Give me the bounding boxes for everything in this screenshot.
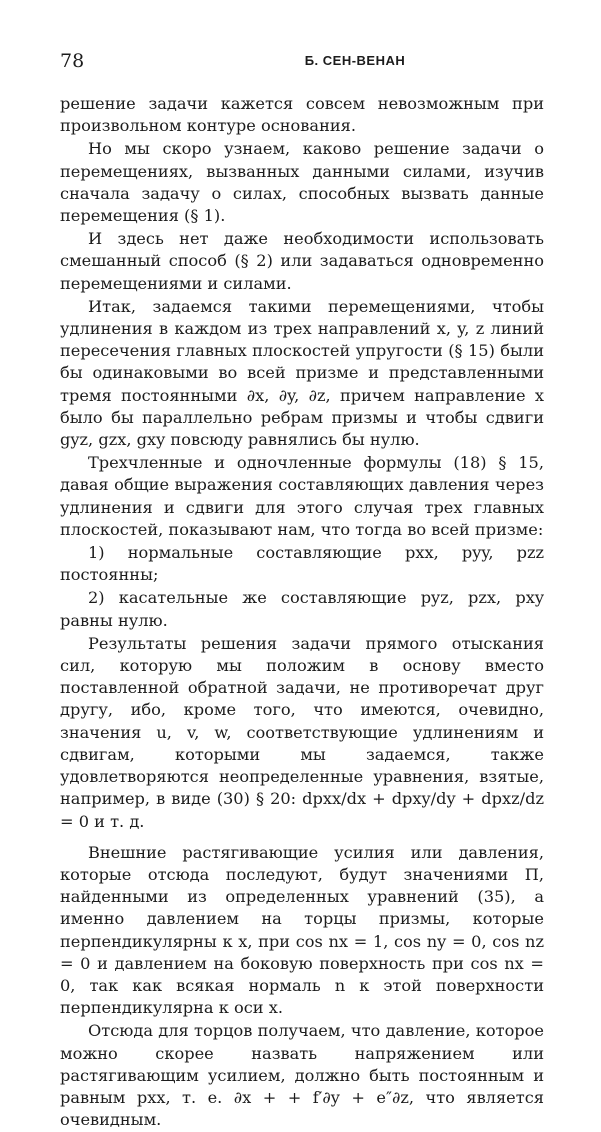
paragraph-1: решение задачи кажется совсем невозможным при произвольном контуре основания. <box>60 94 544 136</box>
paragraph-10: Отсюда для торцов получаем, что давление, которое можно скорее назвать напряжением или растягивающим усилием, должно быть постоянным и равным pxx, т. е. ∂x + + f′∂y + e″∂z, что является очевидным. <box>60 1021 544 1130</box>
page-header <box>60 50 548 74</box>
paragraph-5: Трехчленные и одночленные формулы (18) § 15, давая общие выражения составляющих давления через удлинения и сдвиги для этого случая трех главных плоскостей, показывают нам, что тогда во всей призме: <box>60 453 544 539</box>
paragraph-4: Итак, задаемся такими перемещениями, чтобы удлинения в каждом из трех направлений x, y, z линий пересечения главных плоскостей упругости (§ 15) были бы одинаковыми во всей призме и представленными тремя постоянными ∂x, ∂y, ∂z, причем направление x было бы параллельно ребрам призмы и чтобы сдвиги gyz, gzx, gxy повсюду равнялись бы нулю. <box>60 296 544 450</box>
main-text <box>60 93 544 1132</box>
paragraph-3: И здесь нет даже необходимости использовать смешанный способ (§ 2) или задаваться одновременно перемещениями и силами. <box>60 229 544 293</box>
paragraph-9: Внешние растягивающие усилия или давления, которые отсюда последуют, будут значениями Π, найденными из определенных уравнений (35), а именно давлением на торцы призмы, которые перпендикулярны к x, при cos nx = 1, cos ny = 0, cos nz = 0 и давлением на боковую поверхность при cos nx = 0, так как всякая нормаль n к этой поверхности перпендикулярна к оси x. <box>60 842 544 1018</box>
paragraph-6: 1) нормальные составляющие pxx, pyy, pzz постоянны; <box>60 543 544 585</box>
page-number: 78 <box>60 50 85 72</box>
paragraph-2: Но мы скоро узнаем, каково решение задачи о перемещениях, вызванных данными силами, изучив сначала задачу о силах, способных вызвать данные перемещения (§ 1). <box>60 139 544 226</box>
paragraph-7: 2) касательные же составляющие pyz, pzx, pxy равны нулю. <box>60 588 544 630</box>
paragraph-8: Результаты решения задачи прямого отыскания сил, которую мы положим в основу вместо поставленной обратной задачи, не противоречат друг другу, ибо, кроме того, что имеются, очевидно, значения u, v, w, соответствующие удлинениям и сдвигам, которыми мы задаемся, также удовлетворяются неопределенные уравнения, взятые, например, в виде (30) § 20: dpxx/dx + dpxy/dy + dpxz/dz = 0 и т. д. <box>60 633 544 831</box>
equation-gap <box>60 834 544 842</box>
running-head: Б. СЕН-ВЕНАН <box>304 53 406 68</box>
